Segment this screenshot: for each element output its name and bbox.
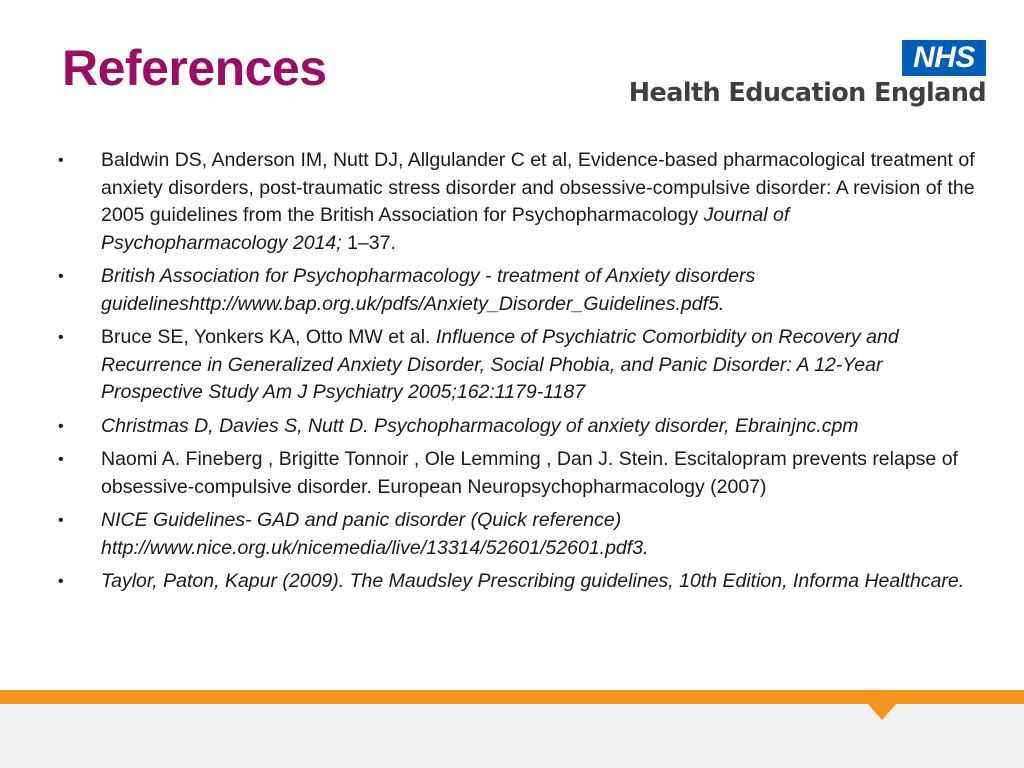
bullet-icon: • — [58, 268, 64, 285]
bullet-icon: • — [58, 329, 64, 346]
reference-item — [56, 147, 976, 257]
reference-text: Naomi A. Fineberg , Brigitte Tonnoir , Ole Lemming , Dan J. Stein. Escitalopram prevents relapse of obsessive-compulsive disorder. European Neuropsychopharmacology (2007) — [101, 448, 958, 498]
reference-item — [56, 324, 976, 407]
bullet-icon: • — [58, 417, 64, 435]
reference-text: NICE Guidelines- GAD and panic disorder (Quick reference) http://www.nice.org.uk/nicemedia/live/13314/52601/52601.pdf3. — [101, 509, 649, 559]
bullet-icon: • — [58, 451, 64, 468]
reference-text: Baldwin DS, Anderson IM, Nutt DJ, Allgulander C et al, Evidence-based pharmacological treatment of anxiety disorders, post-traumatic stress disorder and obsessive-compulsive disorder: A revision of the 2005 guidelines from the British Association for Psychopharmacology — [101, 149, 975, 226]
nhs-logo-box: NHS — [902, 40, 986, 76]
bullet-icon: • — [58, 573, 64, 590]
reference-item — [56, 263, 976, 318]
page-title: References — [62, 40, 327, 96]
reference-text: Taylor, Paton, Kapur (2009). The Maudsley Prescribing guidelines, 10th Edition, Informa Healthcare. — [101, 570, 965, 592]
organisation-name: Health Education England — [628, 78, 986, 108]
footer-notch — [868, 704, 896, 720]
reference-item — [56, 446, 976, 501]
reference-text: 1–37. — [341, 231, 396, 254]
bullet-icon: • — [58, 512, 64, 529]
reference-item — [56, 507, 976, 562]
reference-item — [56, 568, 976, 596]
reference-item — [56, 413, 976, 441]
bullet-icon: • — [58, 152, 64, 169]
reference-text: British Association for Psychopharmacology - treatment of Anxiety disorders guidelineshttp://www.bap.org.uk/pdfs/Anxiety_Disorder_Guidelines.pdf5. — [101, 265, 756, 315]
reference-text: Christmas D, Davies S, Nutt D. Psychopharmacology of anxiety disorder, Ebrainjnc.cpm — [101, 414, 859, 437]
reference-list — [56, 147, 976, 602]
reference-text: Journal of Psychopharmacology 2014; — [101, 204, 790, 254]
footer-accent-bar — [0, 690, 1024, 704]
reference-text: Influence of Psychiatric Comorbidity on Recovery and Recurrence in Generalized Anxiety Disorder, Social Phobia, and Panic Disorder: A 12-Year Prospective Study Am J Psychiatry 2005;162:1179-1187 — [101, 326, 899, 403]
reference-text: Bruce SE, Yonkers KA, Otto MW et al. — [101, 326, 436, 348]
nhs-hee-logo — [630, 38, 1000, 118]
